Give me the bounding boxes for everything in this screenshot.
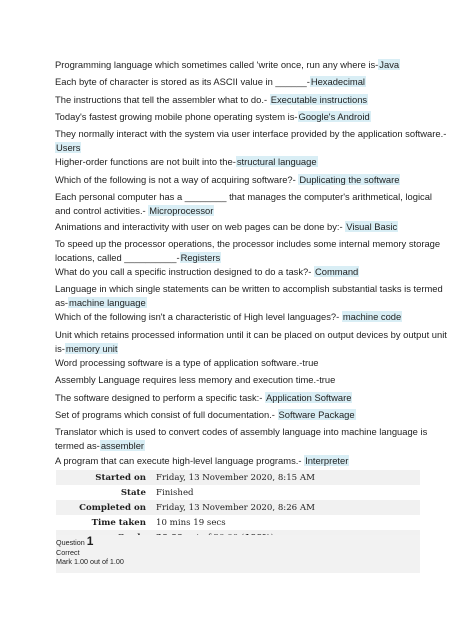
qa-item (55, 391, 450, 405)
qa-item (55, 265, 450, 279)
state-label: State (56, 485, 156, 500)
qa-item (55, 93, 450, 107)
answer-highlight: Java (379, 59, 400, 70)
question-text: Unit which retains processed information until it can be placed on output devices by output unit is- (55, 329, 447, 354)
answer-highlight: Hexadecimal (310, 76, 366, 87)
answer-highlight: Executable instructions (270, 94, 368, 105)
summary-row-time (56, 515, 420, 530)
qa-item (55, 356, 450, 370)
question-text: The software designed to perform a specific task:- (55, 392, 265, 403)
question-mark: Mark 1.00 out of 1.00 (56, 557, 124, 566)
answer-highlight: Microprocessor (149, 204, 214, 216)
qa-item (55, 155, 450, 169)
qa-item (55, 282, 450, 309)
qa-item (55, 173, 450, 187)
started-value: Friday, 13 November 2020, 8:15 AM (156, 470, 420, 485)
question-number: 1 (86, 534, 94, 548)
qa-item (55, 58, 450, 72)
answer-highlight: Command (315, 266, 359, 277)
question-text: Which of the following is not a way of acquiring software?- (55, 174, 299, 185)
summary-row-state (56, 485, 420, 500)
question-text: A program that can execute high-level language programs.- (55, 455, 305, 466)
question-text: Each byte of character is stored as its ASCII value in ______- (55, 76, 310, 87)
question-text: Language in which single statements can be written to accomplish substantial tasks is termed as- (55, 283, 443, 308)
summary-row-completed (56, 500, 420, 515)
time-label: Time taken (56, 515, 156, 530)
qa-item (55, 328, 450, 355)
question-text: Each personal computer has a ________ that manages the computer's arithmetical, logical and control activities.- (55, 191, 433, 216)
answer-highlight: memory unit (65, 342, 118, 354)
answer-highlight: Interpreter (305, 455, 349, 466)
question-text: They normally interact with the system via user interface provided by the application software.- (55, 128, 447, 139)
answer-highlight: Users (56, 141, 81, 153)
quiz-summary-table (56, 470, 420, 545)
qa-item (55, 373, 450, 387)
completed-value: Friday, 13 November 2020, 8:26 AM (156, 500, 420, 515)
answer-highlight: structural language (236, 156, 317, 167)
question-text: Word processing software is a type of application software.-true (55, 357, 319, 368)
answer-highlight: Duplicating the software (299, 174, 400, 185)
question-text: Which of the following isn't a characteristic of High level languages?- (55, 311, 342, 322)
question-text: The instructions that tell the assembler what to do.- (55, 94, 270, 105)
qa-item (55, 310, 450, 324)
answer-highlight: machine language (69, 296, 146, 308)
state-value: Finished (156, 485, 420, 500)
question-label: Question (56, 538, 87, 547)
question-status: Correct (56, 547, 80, 557)
qa-item (55, 127, 450, 154)
question-text: Programming language which sometimes called 'write once, run any where is- (55, 59, 379, 70)
qa-item (55, 110, 450, 124)
answer-highlight: Application Software (266, 392, 352, 403)
question-text: Translator which is used to convert codes of assembly language into machine language is termed as- (55, 426, 428, 451)
qa-item (55, 425, 450, 452)
summary-row-started (56, 470, 420, 485)
answer-highlight: Software Package (278, 409, 355, 420)
question-text: Today's fastest growing mobile phone operating system is- (55, 111, 298, 122)
question-text: What do you call a specific instruction designed to do a task?- (55, 266, 314, 277)
question-text: Set of programs which consist of full documentation.- (55, 409, 278, 420)
question-text: Assembly Language requires less memory and execution time.-true (55, 374, 336, 385)
qa-item (55, 237, 450, 264)
qa-item (55, 454, 450, 468)
started-label: Started on (56, 470, 156, 485)
qa-item (55, 75, 450, 89)
answer-highlight: Visual Basic (346, 221, 398, 232)
time-value: 10 mins 19 secs (156, 515, 420, 530)
completed-label: Completed on (56, 500, 156, 515)
answer-highlight: machine code (342, 311, 402, 322)
answer-highlight: Google's Android (298, 111, 370, 122)
question-number-line (56, 534, 420, 548)
qa-item (55, 220, 450, 234)
question-text: Higher-order functions are not built into the- (55, 156, 236, 167)
question-info-box (56, 535, 420, 573)
qa-item (55, 190, 450, 217)
question-text: Animations and interactivity with user on web pages can be done by:- (55, 221, 346, 232)
question-text: To speed up the processor operations, the processor includes some internal memory storage locations, called __________- (55, 238, 441, 263)
answer-highlight: Registers (180, 251, 221, 263)
answer-highlight: assembler (100, 439, 145, 451)
qa-item (55, 408, 450, 422)
